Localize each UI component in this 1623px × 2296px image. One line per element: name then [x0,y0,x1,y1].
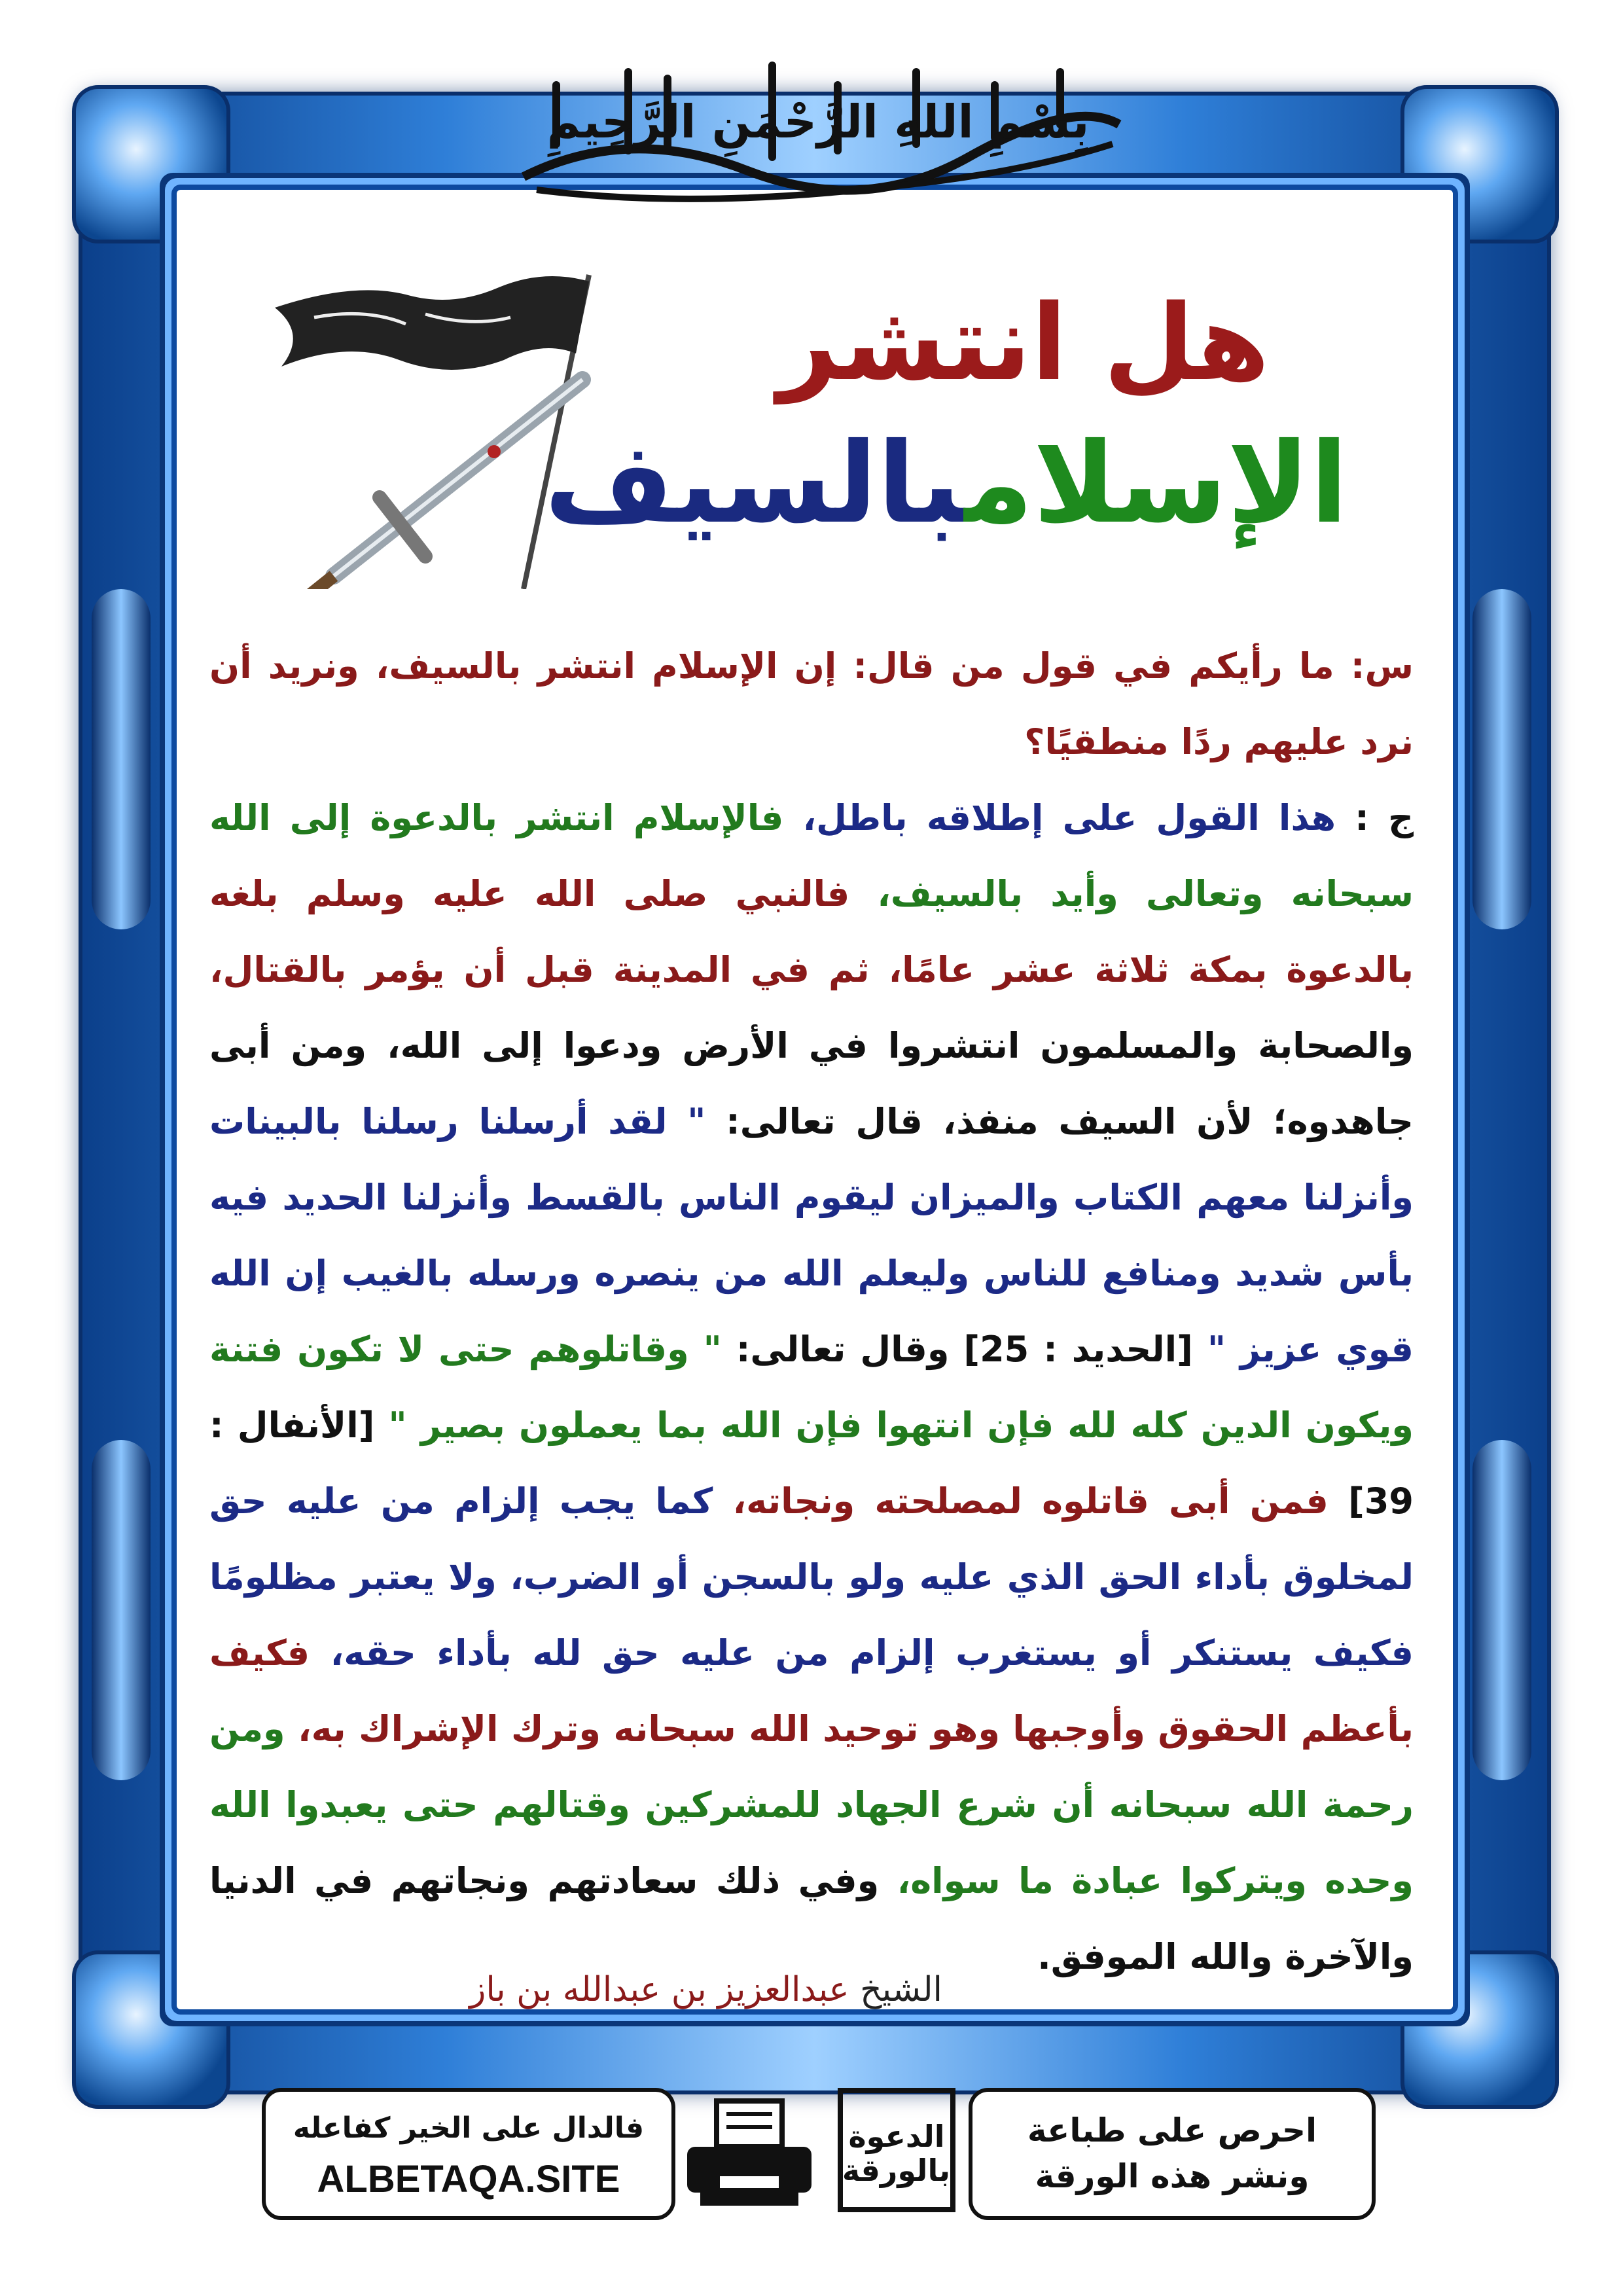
quran-quote: " وقاتلوهم حتى لا تكون فتنة ويكون الدين كله لله فإن انتهوا فإن الله بما يعملون بصير " [209,1329,1414,1446]
quran-reference: [الأنفال : 39] [209,1405,1414,1522]
svg-text:بِسْمِ اللهِ الرَّحْمَنِ الرَّ: بِسْمِ اللهِ الرَّحْمَنِ الرَّحِيمِ [546,95,1090,149]
answer-label: ج : [1355,797,1414,838]
frame-side-ornament [1472,1440,1531,1780]
answer-text: والصحابة والمسلمون انتشروا في الأرض ودعوا إلى الله، ومن أبى جاهدوه؛ لأن السيف منفذ، قال تعالى: [209,1025,1414,1142]
dawah-logo [838,2088,955,2212]
title-word-islam: الإسلام [964,419,1348,548]
basmala-calligraphy [497,46,1139,209]
author-name: عبدالعزيز بن عبدالله بن باز [469,1970,849,2009]
answer-text: وفي ذلك سعادتهم ونجاتهم في الدنيا والآخرة والله الموفق. [209,1860,1414,1977]
print-reminder-line1: احرص على طباعة [1027,2111,1317,2149]
answer-text: هذا القول على إطلاقه باطل، [802,797,1336,838]
frame-side-ornament [1472,589,1531,929]
footer-proverb: فالدال على الخير كفاعله [293,2111,645,2145]
title-word-sword: بالسيف [544,419,965,548]
answer-text: فالنبي صلى الله عليه وسلم بلغه بالدعوة بمكة ثلاثة عشر عامًا، ثم في المدينة قبل أن يؤمر بالقتال، [209,873,1414,990]
website-link[interactable]: ALBETAQA.SITE [317,2158,620,2200]
frame-side-ornament [92,1440,151,1780]
website-box [262,2088,675,2220]
answer-text: وقال تعالى: [736,1329,950,1370]
print-reminder-line2: ونشر هذه الورقة [1035,2157,1310,2195]
author-title: الشيخ [860,1970,942,2009]
quran-quote: " لقد أرسلنا رسلنا بالبينات وأنزلنا معهم الكتاب والميزان ليقوم الناس بالقسط وأنزلنا الحديد فيه بأس شديد ومنافع للناس وليعلم الله من ينصره ورسله بالغيب إن الله قوي عزيز " [209,1101,1414,1370]
author-signature [223,1970,942,2009]
frame-side-ornament [92,589,151,929]
answer-text: فمن أبى قاتلوه لمصلحته ونجاته، [732,1480,1329,1522]
page-subtitle [544,419,1348,548]
logo-text: الدعوة بالورقة [842,2119,950,2188]
print-reminder-box [969,2088,1376,2220]
answer-text: كما يجب إلزام من عليه حق لمخلوق بأداء الحق الذي عليه ولو بالسجن أو الضرب، ولا يعتبر مظلومًا فكيف يستنكر أو يستغرب إلزام من عليه حق لله بأداء حقه، [209,1480,1414,1674]
answer-text: ومن رحمة الله سبحانه أن شرع الجهاد للمشركين وقتالهم حتى يعبدوا الله وحده ويتركوا عبادة ما سواه، [209,1708,1414,1901]
article-body [209,628,1414,1995]
answer-text: فكيف بأعظم الحقوق وأوجبها وهو توحيد الله سبحانه وترك الإشراك به، [209,1632,1414,1749]
answer-text: فالإسلام انتشر بالدعوة إلى الله سبحانه وتعالى وأيد بالسيف، [209,797,1414,914]
quran-reference: [الحديد : 25] [963,1329,1193,1370]
question-text: س: ما رأيكم في قول من قال: إن الإسلام انتشر بالسيف، ونريد أن نرد عليهم ردًا منطقيًا؟ [209,645,1414,762]
footer [262,2088,1374,2219]
printer-icon [681,2094,818,2212]
page-title: هل انتشر [777,281,1270,404]
